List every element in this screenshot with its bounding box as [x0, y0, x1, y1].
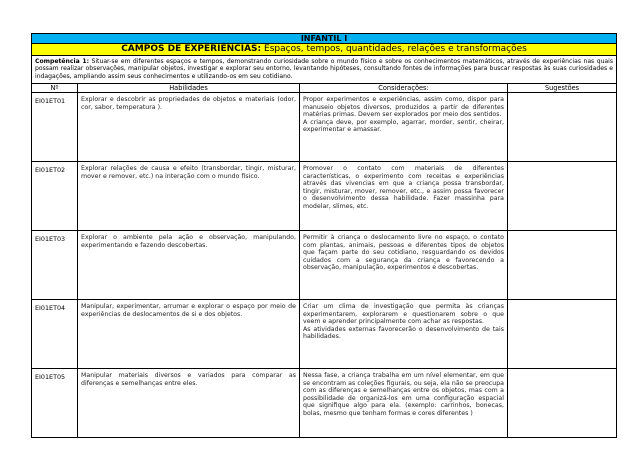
consideracao-paragraph: Propor experimentos e experiências, assim como, dispor para manuseio objetos diversos, produzidos a partir de diferentes matérias primas. Devem ser explorados por meio dos sentidos. [303, 96, 504, 118]
row-habilidade: Manipular, experimentar, arrumar e explorar o espaço por meio de experiências de deslocamentos de si e dos objetos. [78, 300, 300, 369]
row-sugestoes [508, 93, 617, 162]
row-habilidade: Explorar e descobrir as propriedades de objetos e materiais (odor, cor, sabor, temperatura ). [78, 93, 300, 162]
row-sugestoes [508, 369, 617, 438]
row-code: EI01ET02 [32, 162, 78, 231]
campos-value: Espaços, tempos, quantidades, relações e transformações [264, 44, 527, 54]
col-header-num: Nº [32, 84, 78, 93]
row-consideracoes [300, 162, 508, 231]
row-sugestoes [508, 162, 617, 231]
bncc-table [31, 33, 617, 438]
competencia-cell [32, 56, 617, 84]
row-habilidade: Explorar o ambiente pela ação e observação, manipulando, experimentando e fazendo descobertas. [78, 231, 300, 300]
table-row [32, 93, 617, 162]
table-row [32, 369, 617, 438]
consideracao-paragraph: Criar um clima de investigação que permita às crianças experimentarem, explorarem e questionarem sobre o que veem e aprender principalmente com achar as respostas. [303, 303, 504, 325]
table-row [32, 162, 617, 231]
consideracao-paragraph: Permitir à criança o deslocamento livre no espaço, o contato com plantas, animais, pessoas e diferentes tipos de objetos que façam parte do seu cotidiano, resguardando os devidos cuidados com a segurança da criança e favorecendo a observação, manipulação, experimentos e descobertas. [303, 234, 504, 271]
row-habilidade: Manipular materiais diversos e variados para comparar as diferenças e semelhanças entre eles. [78, 369, 300, 438]
consideracao-paragraph: As atividades externas favorecerão o desenvolvimento de tais habilidades. [303, 325, 504, 340]
row-consideracoes [300, 369, 508, 438]
col-header-consideracoes: Considerações: [300, 84, 508, 93]
row-consideracoes [300, 231, 508, 300]
consideracao-paragraph: A criança deve, por exemplo, agarrar, morder, sentir, cheirar, experimentar e amassar. [303, 118, 504, 133]
row-code: EI01ET05 [32, 369, 78, 438]
table-row [32, 300, 617, 369]
row-habilidade: Explorar relações de causa e efeito (transbordar, tingir, misturar, mover e remover, etc.) na interação com o mundo físico. [78, 162, 300, 231]
campos-cell [32, 44, 617, 56]
row-sugestoes [508, 231, 617, 300]
col-header-habilidades: Habilidades [78, 84, 300, 93]
table-row [32, 231, 617, 300]
consideracao-paragraph: Nessa fase, a criança trabalha em um nível elementar, em que se encontram as coleções figurais, ou seja, ela não se preocupa com as diferenças e semelhanças entre os objetos, mas com a possibilidade de organizá-los em uma configuração espacial que signifique algo para ela. (exemplo: carrinhos, bonecas, bolas, mesmo que tenham formas e cores diferentes ) [303, 372, 504, 417]
title-cell: INFANTIL I [32, 34, 617, 44]
competencia-label: Competência 1: [35, 58, 90, 65]
document-page [31, 33, 616, 438]
col-header-sugestoes: Sugestões [508, 84, 617, 93]
competencia-text: Situar-se em diferentes espaços e tempos, demonstrando curiosidade sobre o mundo físico e sobre os conhecimentos matemáticos, através de experiências nas quais possam realizar observações, manipular objetos, investigar e explorar seu entorno, levantando hipóteses, consultando fontes de informações para buscar respostas às suas curiosidades e indagações, ampliando assim seus conhecimentos e utilizando-os em seu cotidiano. [35, 58, 614, 80]
row-consideracoes [300, 300, 508, 369]
row-code: EI01ET01 [32, 93, 78, 162]
consideracao-paragraph: Promover o contato com materiais de diferentes características, o experimento com receitas e experiências através das vivencias em que a criança possa transbordar, tingir, misturar, mover, remover, etc., e assim possa favorecer o desenvolvimento dessa habilidade. Fazer massinha para modelar, slimes, etc. [303, 165, 504, 210]
row-consideracoes [300, 93, 508, 162]
campos-label: CAMPOS DE EXPERIÊNCIAS: [121, 44, 262, 54]
row-code: EI01ET04 [32, 300, 78, 369]
row-code: EI01ET03 [32, 231, 78, 300]
row-sugestoes [508, 300, 617, 369]
